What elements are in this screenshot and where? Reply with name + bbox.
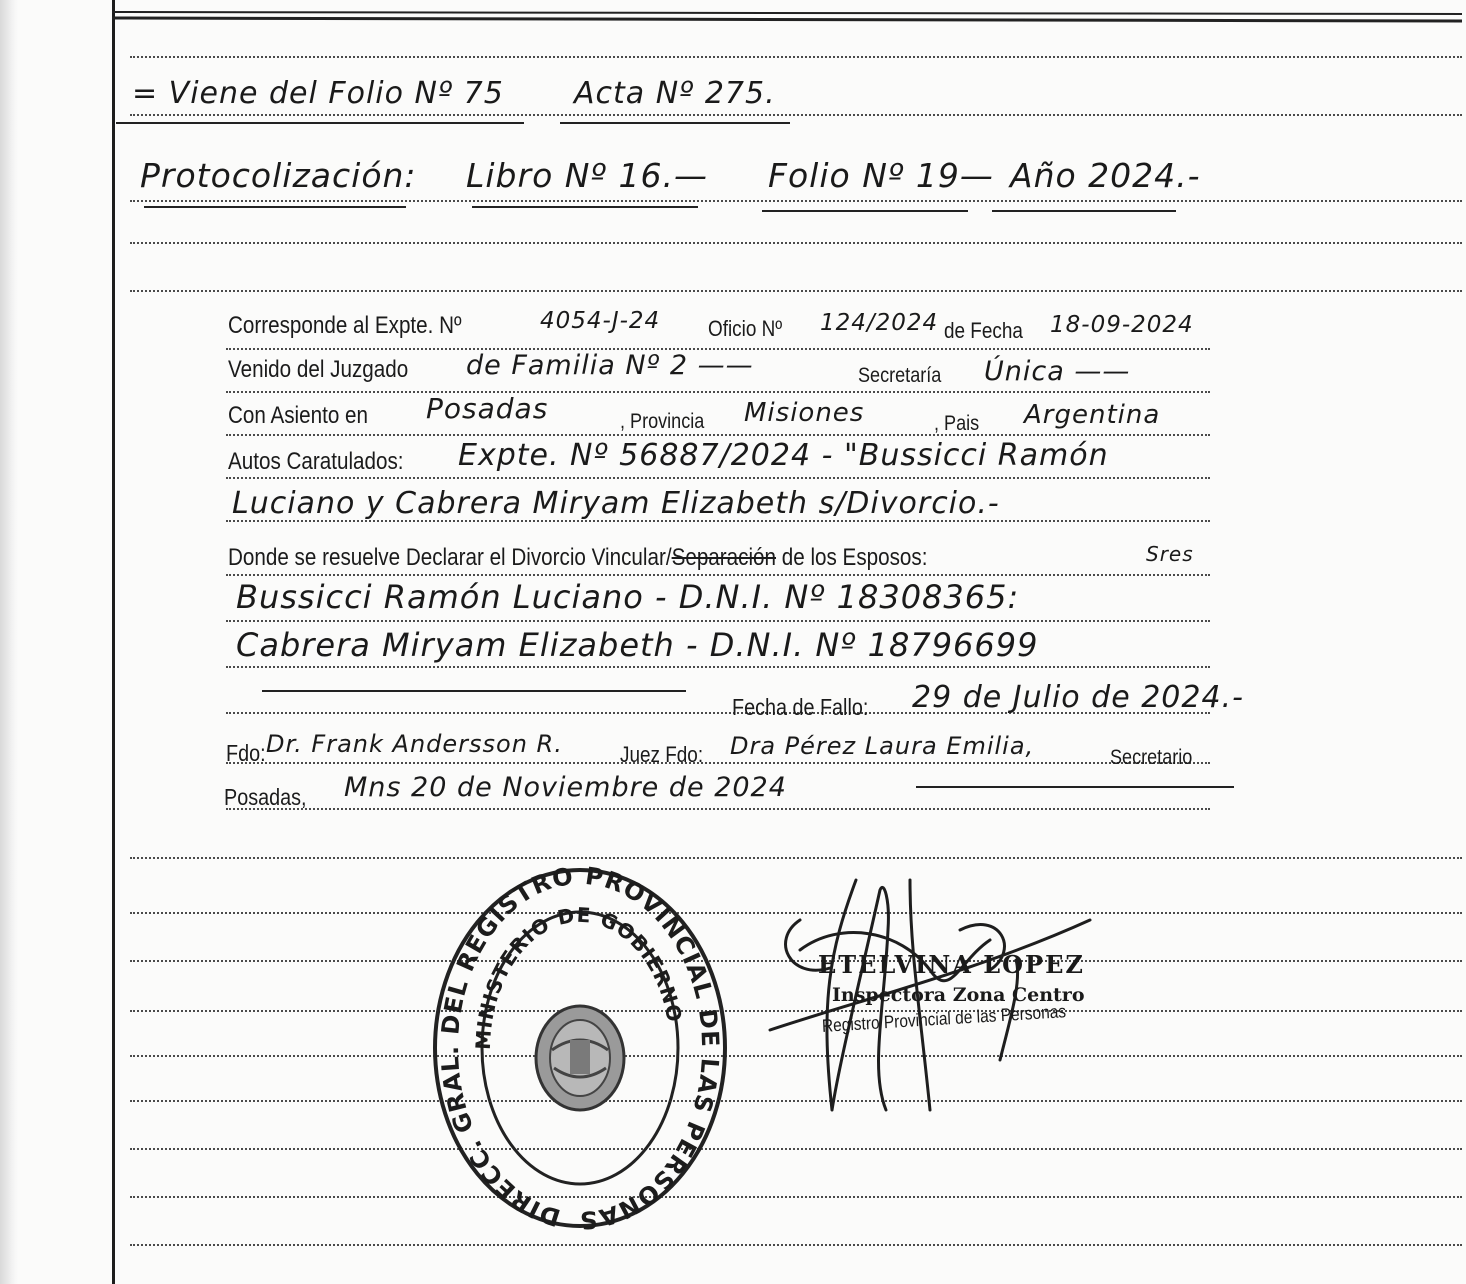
- dotted-line: [130, 1244, 1462, 1246]
- coat-of-arms-icon: [536, 1006, 624, 1110]
- dotted-line: [130, 290, 1462, 292]
- official-stamp: [430, 860, 730, 1240]
- dotted-line: [130, 242, 1462, 244]
- form-dotted-line: [226, 391, 1210, 393]
- underline-libro: [472, 206, 698, 208]
- form-dotted-line: [226, 574, 1210, 576]
- margin-rule: [112, 0, 115, 1284]
- anio-number: Año 2024.-: [1010, 156, 1201, 195]
- dotted-line: [130, 114, 1462, 116]
- stamp-outer-text: DIRECC. GRAL. DEL REGISTRO PROVINCIAL DE LAS PERSONAS: [436, 861, 725, 1235]
- sres-label: Sres: [1146, 542, 1194, 566]
- pais-label: , Pais: [934, 412, 980, 435]
- form-dotted-line: [226, 620, 1210, 622]
- underline-acta: [560, 122, 790, 124]
- resuelve-label: [228, 544, 927, 572]
- autos-line1: Expte. Nº 56887/2024 - "Bussicci Ramón: [458, 438, 1109, 473]
- form-dotted-line: [226, 666, 1210, 668]
- protocol-label: Protocolización:: [140, 156, 417, 195]
- juzgado-label: Venido del Juzgado: [228, 356, 409, 383]
- form-dotted-line: [226, 762, 1210, 764]
- juzgado-value: de Familia Nº 2 ——: [466, 350, 754, 381]
- folio-number: Folio Nº 19—: [768, 156, 994, 195]
- fecha-label: de Fecha: [944, 318, 1023, 343]
- underline-esposos: [262, 690, 686, 692]
- posadas-value: Mns 20 de Noviembre de 2024: [344, 772, 787, 803]
- provincia-value: Misiones: [744, 398, 865, 428]
- fdo-value: Dr. Frank Andersson R.: [266, 730, 563, 758]
- dotted-line: [130, 857, 1462, 859]
- acta-number: Acta Nº 275.: [574, 76, 776, 111]
- oficio-value: 124/2024: [820, 310, 939, 336]
- signatory-role: Inspectora Zona Centro: [832, 984, 1085, 1006]
- top-double-rule: [112, 8, 1462, 24]
- signatory-name: ETELVINA LOPEZ: [818, 950, 1085, 979]
- signatory-office: Registro Provincial de las Personas: [821, 1001, 1067, 1036]
- viene-folio: = Viene del Folio Nº 75: [132, 76, 504, 111]
- underline-viene: [116, 122, 524, 124]
- resuelve-text: Donde se resuelve Declarar el Divorcio Vincular/: [228, 544, 672, 571]
- esposo1: Bussicci Ramón Luciano - D.N.I. Nº 18308365:: [236, 578, 1020, 616]
- juez-value: Dra Pérez Laura Emilia,: [730, 732, 1035, 760]
- stamp-inner-text: MINISTERIO DE GOBIERNO: [470, 902, 687, 1051]
- autos-line2: Luciano y Cabrera Miryam Elizabeth s/Divorcio.-: [232, 486, 1000, 521]
- esposo2: Cabrera Miryam Elizabeth - D.N.I. Nº 18796699: [236, 626, 1039, 664]
- secretario-label: Secretario: [1110, 746, 1193, 769]
- underline-posadas: [916, 786, 1234, 788]
- oficio-label: Oficio Nº: [708, 316, 783, 341]
- secretaria-label: Secretaría: [858, 364, 942, 387]
- juez-label: Juez Fdo:: [620, 742, 704, 767]
- dotted-line: [130, 1196, 1462, 1198]
- underline-folio: [762, 210, 968, 212]
- form-dotted-line: [226, 434, 1210, 436]
- form-dotted-line: [226, 477, 1210, 479]
- underline-anio: [992, 210, 1176, 212]
- fdo-label: Fdo:: [226, 740, 266, 766]
- expte-label: Corresponde al Expte. Nº: [228, 312, 462, 339]
- expte-value: 4054-J-24: [540, 308, 661, 334]
- asiento-label: Con Asiento en: [228, 402, 369, 429]
- secretaria-value: Única ——: [984, 356, 1131, 387]
- fallo-label: Fecha de Fallo:: [732, 694, 869, 720]
- asiento-value: Posadas: [426, 392, 549, 425]
- dotted-line: [130, 1148, 1462, 1150]
- fallo-value: 29 de Julio de 2024.-: [912, 680, 1244, 715]
- form-dotted-line: [226, 808, 1210, 810]
- dotted-line: [130, 200, 1462, 202]
- provincia-label: , Provincia: [620, 410, 705, 433]
- posadas-label: Posadas,: [224, 784, 307, 810]
- page-edge-shadow: [0, 0, 18, 1284]
- pais-value: Argentina: [1024, 400, 1161, 430]
- fecha-value: 18-09-2024: [1050, 312, 1194, 338]
- resuelve-struck: Separación: [671, 544, 777, 571]
- underline-protocol: [144, 206, 406, 208]
- libro-number: Libro Nº 16.—: [466, 156, 708, 195]
- resuelve-tail: de los Esposos:: [781, 544, 928, 571]
- dotted-line: [130, 56, 1462, 58]
- autos-label: Autos Caratulados:: [228, 448, 404, 475]
